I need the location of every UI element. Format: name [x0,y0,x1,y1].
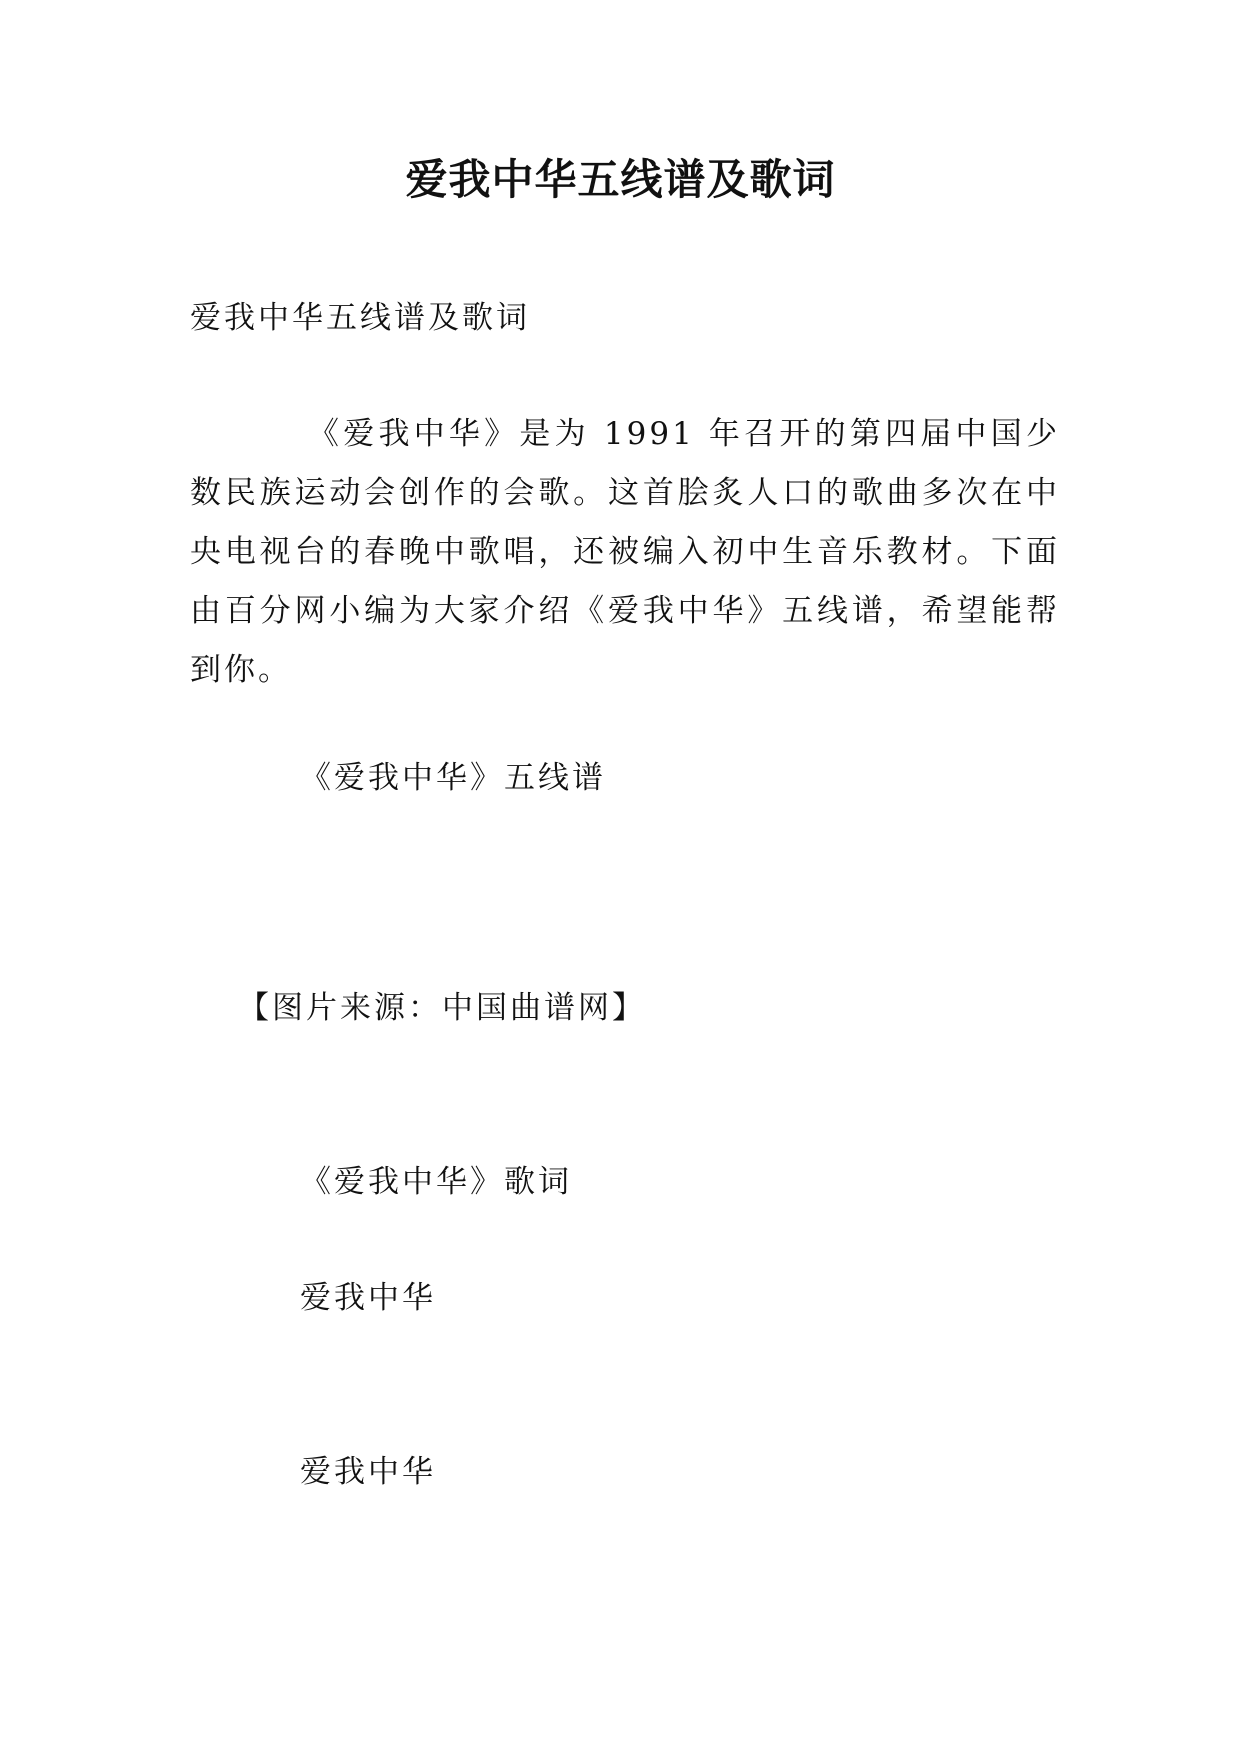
image-source-note: 【图片来源：中国曲谱网】 [238,990,646,1026]
intro-paragraph: 《爱我中华》是为 1991 年召开的第四届中国少数民族运动会创作的会歌。这首脍炙人口的歌曲多次在中央电视台的春晚中歌唱，还被编入初中生音乐教材。下面由百分网小编为大家介绍《爱我中华》五线谱，希望能帮到你。 [190,416,1060,688]
document-title: 爱我中华五线谱及歌词 [405,155,836,204]
lyrics-line: 爱我中华 [300,1280,436,1316]
lyrics-line: 爱我中华 [300,1454,436,1490]
document-subtitle: 爱我中华五线谱及歌词 [190,300,530,336]
lyrics-heading: 《爱我中华》歌词 [300,1164,572,1200]
score-heading: 《爱我中华》五线谱 [300,760,606,796]
